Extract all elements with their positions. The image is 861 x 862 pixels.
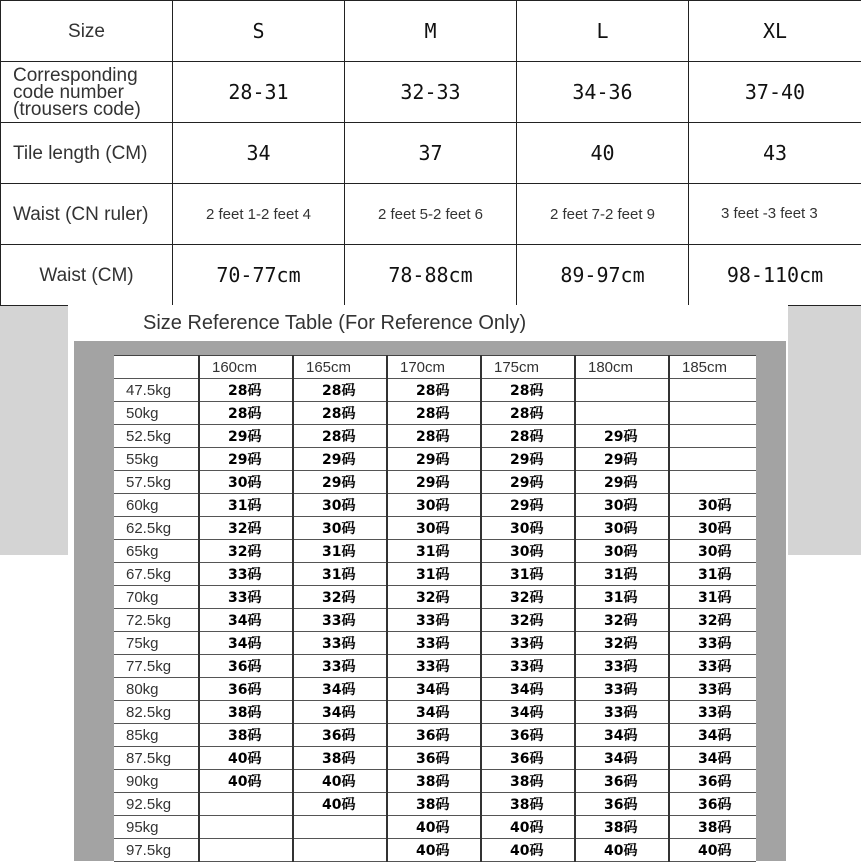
size-cell: 28码 <box>293 379 387 402</box>
waist-cn-l: 2 feet 7-2 feet 9 <box>517 184 689 245</box>
tile-length-s: 34 <box>173 123 345 184</box>
height-header: 165cm <box>293 356 387 379</box>
weight-label: 97.5kg <box>114 839 199 862</box>
size-cell: 33码 <box>575 678 669 701</box>
size-cell <box>669 402 756 425</box>
weight-label: 67.5kg <box>114 563 199 586</box>
table-row <box>114 655 756 678</box>
size-cell: 29码 <box>387 448 481 471</box>
size-cell: 29码 <box>293 471 387 494</box>
size-cell: 28码 <box>199 402 293 425</box>
weight-label: 62.5kg <box>114 517 199 540</box>
table-row <box>114 839 756 862</box>
table-row <box>114 586 756 609</box>
size-cell: 30码 <box>669 540 756 563</box>
size-cell: 29码 <box>481 494 575 517</box>
waist-cm-row <box>1 245 861 306</box>
waist-cm-m: 78-88cm <box>345 245 517 306</box>
size-cell: 38码 <box>481 793 575 816</box>
size-cell: 32码 <box>481 609 575 632</box>
size-cell: 31码 <box>481 563 575 586</box>
size-cell: 33码 <box>293 609 387 632</box>
size-cell: 32码 <box>199 540 293 563</box>
code-number-row <box>1 62 861 123</box>
waist-cn-s: 2 feet 1-2 feet 4 <box>173 184 345 245</box>
height-header: 175cm <box>481 356 575 379</box>
weight-label: 85kg <box>114 724 199 747</box>
tile-length-label: Tile length (CM) <box>1 123 173 184</box>
size-cell: 33码 <box>481 632 575 655</box>
waist-cn-m: 2 feet 5-2 feet 6 <box>345 184 517 245</box>
size-cell: 34码 <box>575 724 669 747</box>
size-cell: 36码 <box>575 793 669 816</box>
size-cell: 31码 <box>387 563 481 586</box>
size-cell: 36码 <box>199 655 293 678</box>
weight-label: 95kg <box>114 816 199 839</box>
size-cell: 29码 <box>575 448 669 471</box>
size-cell: 30码 <box>575 540 669 563</box>
size-cell: 40码 <box>293 770 387 793</box>
size-cell: 38码 <box>199 724 293 747</box>
table-row <box>114 471 756 494</box>
size-cell: 30码 <box>481 540 575 563</box>
height-header: 185cm <box>669 356 756 379</box>
size-cell: 33码 <box>387 655 481 678</box>
size-cell: 38码 <box>293 747 387 770</box>
size-cell: 36码 <box>387 724 481 747</box>
tile-length-xl: 43 <box>689 123 861 184</box>
size-cell: 28码 <box>293 402 387 425</box>
size-header-s: S <box>173 1 345 62</box>
reference-table <box>114 355 756 862</box>
code-number-label-line2: code number <box>13 82 124 103</box>
size-cell: 28码 <box>481 425 575 448</box>
reference-header-row <box>114 356 756 379</box>
tile-length-row <box>1 123 861 184</box>
waist-cn-row <box>1 184 861 245</box>
code-number-s: 28-31 <box>173 62 345 123</box>
size-cell: 34码 <box>387 678 481 701</box>
backdrop-left <box>0 305 68 555</box>
table-row <box>114 609 756 632</box>
waist-cm-label: Waist (CM) <box>1 245 173 306</box>
size-cell: 30码 <box>575 517 669 540</box>
waist-cm-l: 89-97cm <box>517 245 689 306</box>
table-row <box>114 402 756 425</box>
size-header-row <box>1 1 861 62</box>
size-cell: 31码 <box>199 494 293 517</box>
size-cell: 32码 <box>669 609 756 632</box>
size-header-l: L <box>517 1 689 62</box>
size-cell: 28码 <box>387 402 481 425</box>
reference-panel <box>68 305 788 861</box>
size-cell: 34码 <box>575 747 669 770</box>
waist-cm-s: 70-77cm <box>173 245 345 306</box>
size-cell: 32码 <box>293 586 387 609</box>
size-cell: 33码 <box>293 632 387 655</box>
size-cell: 29码 <box>199 425 293 448</box>
code-number-label-line3: (trousers code) <box>13 99 141 120</box>
size-cell: 33码 <box>387 609 481 632</box>
table-row <box>114 494 756 517</box>
reference-frame <box>74 341 786 861</box>
size-cell: 33码 <box>387 632 481 655</box>
size-cell: 36码 <box>199 678 293 701</box>
size-cell: 40码 <box>481 839 575 862</box>
code-number-xl: 37-40 <box>689 62 861 123</box>
size-cell <box>669 379 756 402</box>
size-cell: 31码 <box>575 586 669 609</box>
size-cell <box>293 816 387 839</box>
table-row <box>114 632 756 655</box>
size-cell: 30码 <box>199 471 293 494</box>
size-cell <box>575 379 669 402</box>
size-cell: 32码 <box>199 517 293 540</box>
size-cell: 34码 <box>387 701 481 724</box>
waist-cm-xl: 98-110cm <box>689 245 861 306</box>
code-number-l: 34-36 <box>517 62 689 123</box>
size-cell: 38码 <box>387 793 481 816</box>
size-cell: 31码 <box>669 563 756 586</box>
size-cell: 38码 <box>199 701 293 724</box>
size-cell: 33码 <box>669 701 756 724</box>
size-cell: 40码 <box>669 839 756 862</box>
reference-table-container <box>114 355 756 861</box>
size-cell: 31码 <box>575 563 669 586</box>
size-cell: 30码 <box>387 517 481 540</box>
size-cell: 34码 <box>669 747 756 770</box>
size-cell: 32码 <box>575 609 669 632</box>
size-table <box>0 0 861 306</box>
size-cell: 30码 <box>575 494 669 517</box>
size-cell: 31码 <box>293 563 387 586</box>
reference-corner-cell <box>114 356 199 379</box>
weight-label: 55kg <box>114 448 199 471</box>
size-cell: 28码 <box>293 425 387 448</box>
code-number-label <box>1 62 173 123</box>
size-cell: 33码 <box>669 632 756 655</box>
waist-cn-xl: 3 feet -3 feet 3 <box>689 184 861 245</box>
size-cell: 40码 <box>293 793 387 816</box>
size-header-label: Size <box>1 1 173 62</box>
size-cell: 28码 <box>481 379 575 402</box>
size-cell: 36码 <box>575 770 669 793</box>
table-row <box>114 678 756 701</box>
size-cell: 32码 <box>387 586 481 609</box>
size-cell: 28码 <box>199 379 293 402</box>
size-cell <box>669 471 756 494</box>
code-number-label-line1: Corresponding <box>13 65 138 86</box>
size-cell: 28码 <box>387 379 481 402</box>
size-cell: 31码 <box>669 586 756 609</box>
size-header-m: M <box>345 1 517 62</box>
size-cell: 40码 <box>387 816 481 839</box>
size-cell <box>199 793 293 816</box>
size-cell: 34码 <box>199 632 293 655</box>
weight-label: 70kg <box>114 586 199 609</box>
table-row <box>114 816 756 839</box>
size-cell: 38码 <box>387 770 481 793</box>
size-cell: 29码 <box>575 471 669 494</box>
size-cell: 30码 <box>293 494 387 517</box>
table-row <box>114 448 756 471</box>
weight-label: 87.5kg <box>114 747 199 770</box>
weight-label: 75kg <box>114 632 199 655</box>
size-cell: 29码 <box>575 425 669 448</box>
size-cell: 30码 <box>481 517 575 540</box>
size-cell: 40码 <box>199 770 293 793</box>
size-cell: 34码 <box>199 609 293 632</box>
table-row <box>114 563 756 586</box>
size-cell: 29码 <box>481 471 575 494</box>
weight-label: 80kg <box>114 678 199 701</box>
size-cell: 33码 <box>481 655 575 678</box>
code-number-m: 32-33 <box>345 62 517 123</box>
table-row <box>114 793 756 816</box>
size-cell: 36码 <box>293 724 387 747</box>
height-header: 180cm <box>575 356 669 379</box>
size-cell: 30码 <box>669 517 756 540</box>
weight-label: 72.5kg <box>114 609 199 632</box>
size-cell: 31码 <box>387 540 481 563</box>
weight-label: 50kg <box>114 402 199 425</box>
size-cell: 32码 <box>481 586 575 609</box>
size-cell: 40码 <box>481 816 575 839</box>
weight-label: 82.5kg <box>114 701 199 724</box>
weight-label: 52.5kg <box>114 425 199 448</box>
height-header: 170cm <box>387 356 481 379</box>
size-cell: 36码 <box>481 724 575 747</box>
weight-label: 57.5kg <box>114 471 199 494</box>
size-cell: 38码 <box>669 816 756 839</box>
size-cell: 29码 <box>387 471 481 494</box>
size-cell: 33码 <box>669 678 756 701</box>
table-row <box>114 425 756 448</box>
size-cell: 30码 <box>387 494 481 517</box>
size-cell: 29码 <box>293 448 387 471</box>
size-cell: 33码 <box>199 586 293 609</box>
size-cell: 33码 <box>199 563 293 586</box>
height-header: 160cm <box>199 356 293 379</box>
weight-label: 47.5kg <box>114 379 199 402</box>
weight-label: 77.5kg <box>114 655 199 678</box>
size-cell: 34码 <box>481 678 575 701</box>
size-cell: 29码 <box>481 448 575 471</box>
size-cell <box>199 816 293 839</box>
table-row <box>114 770 756 793</box>
table-row <box>114 701 756 724</box>
size-cell: 34码 <box>669 724 756 747</box>
size-cell: 36码 <box>387 747 481 770</box>
size-cell <box>293 839 387 862</box>
weight-label: 65kg <box>114 540 199 563</box>
table-row <box>114 517 756 540</box>
reference-title: Size Reference Table (For Reference Only) <box>143 312 526 335</box>
table-row <box>114 379 756 402</box>
table-row <box>114 747 756 770</box>
size-cell: 36码 <box>481 747 575 770</box>
tile-length-l: 40 <box>517 123 689 184</box>
size-cell <box>669 425 756 448</box>
size-cell: 30码 <box>293 517 387 540</box>
size-cell: 28码 <box>481 402 575 425</box>
size-cell <box>669 448 756 471</box>
size-header-xl: XL <box>689 1 861 62</box>
size-cell: 29码 <box>199 448 293 471</box>
waist-cn-label: Waist (CN ruler) <box>1 184 173 245</box>
size-cell: 33码 <box>669 655 756 678</box>
size-cell: 33码 <box>293 655 387 678</box>
size-cell: 31码 <box>293 540 387 563</box>
size-cell: 38码 <box>575 816 669 839</box>
size-cell <box>199 839 293 862</box>
size-cell: 34码 <box>293 701 387 724</box>
size-cell <box>575 402 669 425</box>
size-cell: 40码 <box>575 839 669 862</box>
tile-length-m: 37 <box>345 123 517 184</box>
size-cell: 32码 <box>575 632 669 655</box>
size-cell: 36码 <box>669 793 756 816</box>
backdrop-right <box>788 305 861 555</box>
table-row <box>114 724 756 747</box>
weight-label: 90kg <box>114 770 199 793</box>
size-cell: 40码 <box>387 839 481 862</box>
size-cell: 30码 <box>669 494 756 517</box>
size-cell: 33码 <box>575 655 669 678</box>
size-cell: 40码 <box>199 747 293 770</box>
size-cell: 28码 <box>387 425 481 448</box>
size-cell: 34码 <box>481 701 575 724</box>
size-cell: 34码 <box>293 678 387 701</box>
size-cell: 33码 <box>575 701 669 724</box>
size-cell: 38码 <box>481 770 575 793</box>
table-row <box>114 540 756 563</box>
weight-label: 92.5kg <box>114 793 199 816</box>
weight-label: 60kg <box>114 494 199 517</box>
size-cell: 36码 <box>669 770 756 793</box>
